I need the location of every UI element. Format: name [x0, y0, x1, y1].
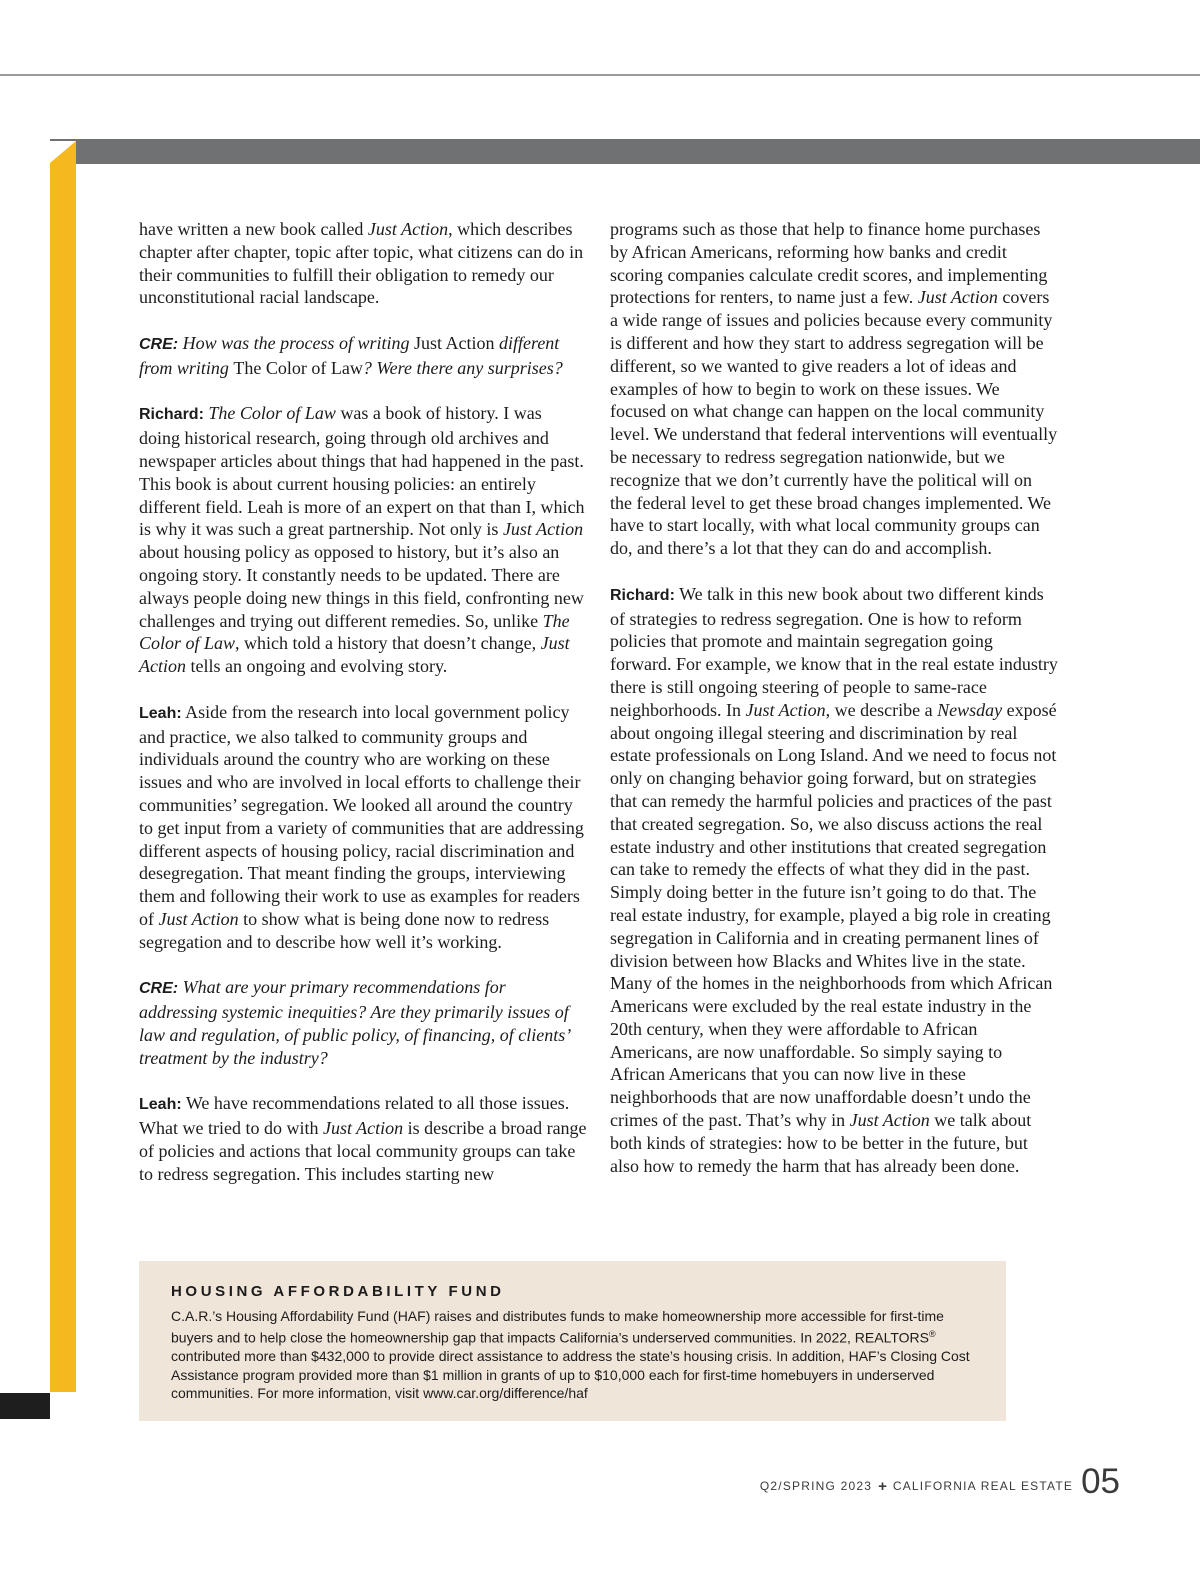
interview-question: CRE: What are your primary recommendations for addressing systemic inequities? Are they primarily issues of law and regulation, of public policy, of financing, of clients’ treatment by the industry?: [139, 977, 570, 1068]
top-rule: [0, 74, 1200, 76]
publication-name: CALIFORNIA REAL ESTATE: [892, 1479, 1074, 1493]
interview-question: CRE: How was the process of writing Just Action different from writing The Color of Law? Were there any surprises?: [139, 332, 563, 378]
article-column-left: [139, 218, 587, 1185]
accent-bar-notch: [50, 141, 76, 163]
speaker-label: Leah:: [139, 704, 182, 722]
paragraph: programs such as those that help to finance home purchases by African Americans, reforming how banks and credit scoring companies calculate credit scores, and implementing protections for renters, to name just a few. Just Action covers a wide range of issues and policies because every community is different and how they start to address segregation will be different, so we wanted to give readers a lot of ideas and examples of how to begin to work on these issues. We focused on what change can happen on the local community level. We understand that federal interventions will eventually be necessary to redress segregation nationwide, but we recognize that we don’t currently have the political will on the federal level to get these broad changes implemented. We have to start locally, with what local community groups can do, and there’s a lot that they can do and accomplish.: [610, 219, 1058, 559]
callout-title: HOUSING AFFORDABILITY FUND: [171, 1283, 505, 1300]
speaker-label: Richard:: [139, 406, 204, 424]
interview-answer: Leah: Aside from the research into local government policy and practice, we also talked to community groups and individuals around the country who are working on these issues and who are involved in local efforts to challenge their communities’ segregation. We looked all around the country to get input from a variety of communities that are addressing different aspects of housing policy, racial discrimination and desegregation. That meant finding the groups, interviewing them and following their work to use as examples for readers of Just Action to show what is being done now to redress segregation and to describe how well it’s working.: [139, 701, 584, 952]
page-number: 05: [1081, 1462, 1120, 1501]
callout-body: C.A.R.’s Housing Affordability Fund (HAF) raises and distributes funds to make homeownership more accessible for first-time buyers and to help close the homeownership gap that impacts California’s underserved communities. In 2022, REALTORS® contributed more than $432,000 to provide direct assistance to address the state’s housing crisis. In addition, HAF’s Closing Cost Assistance program provided more than $1 million in grants of up to $10,000 each for first-time homebuyers in underserved communities. For more information, visit www.car.org/difference/haf: [171, 1308, 970, 1402]
header-band: [50, 139, 1200, 164]
plus-icon: +: [878, 1478, 887, 1495]
interview-answer: Richard: The Color of Law was a book of history. I was doing historical research, going through old archives and newspaper articles about things that had happened in the past. This book is about current housing policies: an entirely different field. Leah is more of an expert on that than I, which is why it was such a great partnership. Not only is Just Action about housing policy as opposed to history, but it’s also an ongoing story. It constantly needs to be updated. There are always people doing new things in this field, confronting new challenges and trying out different remedies. So, unlike The Color of Law, which told a history that doesn’t change, Just Action tells an ongoing and evolving story.: [139, 403, 585, 677]
speaker-label: Richard:: [610, 586, 675, 604]
registered-mark: ®: [928, 1329, 936, 1340]
page-footer: [760, 1464, 1120, 1499]
accent-bar: [50, 141, 76, 1392]
speaker-label: Leah:: [139, 1096, 182, 1114]
housing-fund-callout: [139, 1261, 1006, 1421]
interview-answer: Leah: We have recommendations related to all those issues. What we tried to do with Just Action is describe a broad range of policies and actions that local community groups can take to redress segregation. This includes starting new: [139, 1093, 587, 1184]
accent-bar-foot: [0, 1393, 50, 1419]
interview-answer: Richard: We talk in this new book about two different kinds of strategies to redress segregation. One is how to reform policies that promote and maintain segregation going forward. For example, we know that in the real estate industry there is still ongoing steering of people to same-race neighborhoods. In Just Action, we describe a Newsday exposé about ongoing illegal steering and discrimination by real estate professionals on Long Island. And we need to focus not only on changing behavior going forward, but on strategies that can remedy the harmful policies and practices of the past that created segregation. So, we also discuss actions the real estate industry and other institutions that created segregation can take to remedy the effects of what they did in the past. Simply doing better in the future isn’t going to do that. The real estate industry, for example, played a big role in creating segregation in California and in creating permanent lines of division between how Blacks and Whites live in the state. Many of the homes in the neighborhoods from which African Americans were excluded by the real estate industry in the 20th century, when they were affordable to African Americans, are now unaffordable. So simply saying to African Americans that you can now live in these neighborhoods that are now unaffordable doesn’t undo the crimes of the past. That’s why in Just Action we talk about both kinds of strategies: how to be better in the future, but also how to remedy the harm that has already been done.: [610, 583, 1058, 1176]
article-column-right: [610, 218, 1058, 1177]
paragraph: have written a new book called Just Action, which describes chapter after chapter, topic after topic, what citizens can do in their communities to fulfill their obligation to remedy our unconstitutional racial landscape.: [139, 219, 584, 308]
speaker-label: CRE:: [139, 335, 179, 353]
issue-label: Q2/SPRING 2023: [759, 1479, 873, 1493]
speaker-label: CRE:: [139, 980, 179, 998]
